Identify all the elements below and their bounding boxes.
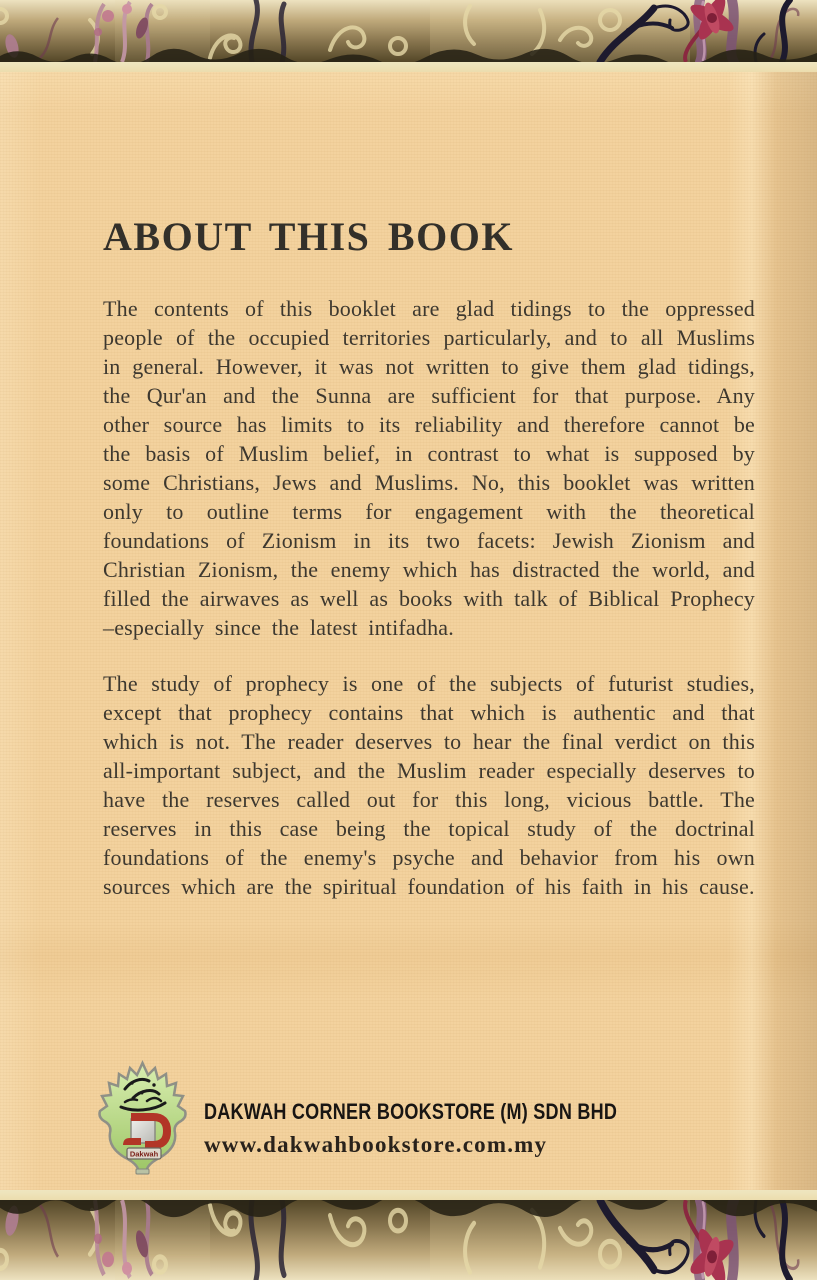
cover-page: [0, 72, 817, 1190]
decorative-border-bottom: [0, 1200, 817, 1280]
logo-label: Dakwah: [129, 1149, 159, 1159]
about-paragraph-2: The study of prophecy is one of the subjects of futurist studies, except that prophecy contains that which is authentic and that which is not. The reader deserves to hear the final verdict on this all-important subject, and the Muslim reader especially deserves to have the reserves called out for this long, vicious battle. The reserves in this case being the topical study of the doctrinal foundations of the enemy's psyche and behavior from his own sources which are the spiritual foundation of his faith in his cause.: [103, 671, 755, 899]
publisher-website: www.dakwahbookstore.com.my: [204, 1132, 548, 1157]
decorative-border-top: [0, 0, 817, 62]
page-title: ABOUT THIS BOOK: [103, 214, 514, 259]
publisher-name: DAKWAH CORNER BOOKSTORE (M) SDN BHD: [204, 1099, 618, 1124]
about-paragraph-1: The contents of this booklet are glad tidings to the oppressed people of the occupied territories particularly, and to all Muslims in general. However, it was not written to give them glad tidings, the Qur'an and the Sunna are sufficient for that purpose. Any other source has limits to its reliability and therefore cannot be the basis of Muslim belief, in contrast to what is supposed by some Christians, Jews and Muslims. No, this booklet was written only to outline terms for engagement with the theoretical foundations of Zionism in its two facets: Jewish Zionism and Christian Zionism, the enemy which has distracted the world, and filled the airwaves as well as books with talk of Biblical Prophecy –especially since the latest intifadha.: [103, 296, 755, 640]
logo-base: [136, 1169, 149, 1174]
logo-label-band: [127, 1148, 161, 1159]
dakwah-logo-icon: [95, 1055, 190, 1177]
publisher-text: [204, 1055, 708, 1158]
publisher-block: [95, 1055, 708, 1177]
cream-strip-bottom: [0, 1190, 817, 1200]
cream-strip-top: [0, 62, 817, 72]
